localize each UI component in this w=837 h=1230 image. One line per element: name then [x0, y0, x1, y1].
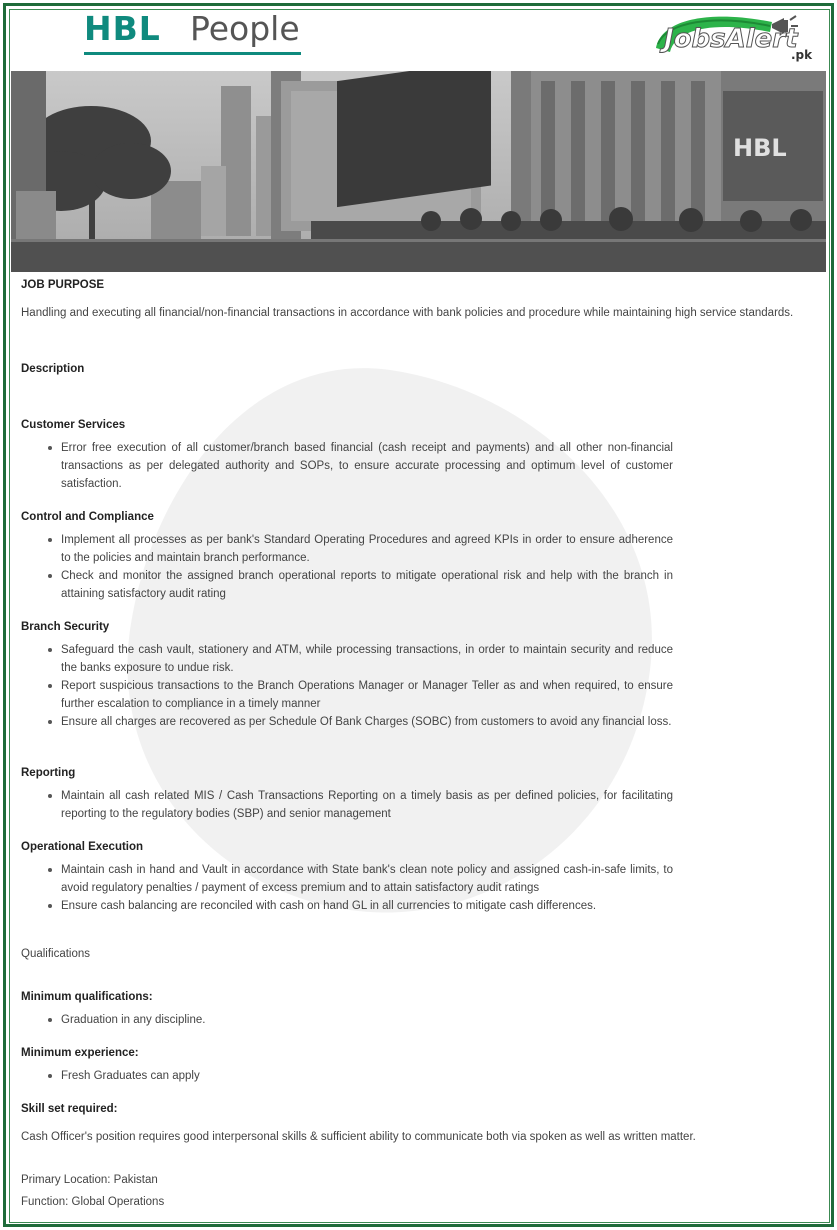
- section-title-customer-services: Customer Services: [21, 419, 126, 431]
- section-title-control-compliance: Control and Compliance: [21, 511, 154, 523]
- people-logo-text: People: [190, 9, 300, 48]
- section-title-reporting: Reporting: [21, 767, 76, 779]
- list-item: Report suspicious transactions to the Branch Operations Manager or Manager Teller as and when required, to ensure further escalation to compliance in a timely manner: [61, 677, 673, 713]
- section-title-operational-execution: Operational Execution: [21, 841, 144, 853]
- list-item: Fresh Graduates can apply: [61, 1067, 673, 1085]
- function-text: Function: Global Operations: [21, 1196, 165, 1208]
- list-item: Ensure cash balancing are reconciled with cash on hand GL in all currencies to mitigate cash differences.: [61, 897, 673, 915]
- list-item: Safeguard the cash vault, stationery and ATM, while processing transactions, in order to maintain security and reduce the banks exposure to undue risk.: [61, 641, 673, 677]
- jobsalert-logo-text: JobsAlert: [664, 24, 798, 54]
- hbl-people-logo: [84, 10, 304, 58]
- primary-location: Primary Location: Pakistan: [21, 1174, 158, 1186]
- hbl-logo-text: HBL: [84, 9, 161, 48]
- city-street-image: [11, 71, 826, 272]
- job-purpose-text: Handling and executing all financial/non-financial transactions in accordance with bank policies and procedure while maintaining high service standards.: [21, 307, 794, 319]
- job-purpose-heading: JOB PURPOSE: [21, 279, 105, 291]
- skill-set-label: Skill set required:: [21, 1103, 118, 1115]
- list-item: Ensure all charges are recovered as per Schedule Of Bank Charges (SOBC) from customers to avoid any financial loss.: [61, 713, 673, 731]
- min-qualifications-label: Minimum qualifications:: [21, 991, 153, 1003]
- min-experience-label: Minimum experience:: [21, 1047, 139, 1059]
- logo-underline: [84, 52, 301, 55]
- section-title-branch-security: Branch Security: [21, 621, 110, 633]
- list-item: Implement all processes as per bank's Standard Operating Procedures and agreed KPIs in order to ensure adherence to the policies and maintain branch performance.: [61, 531, 673, 567]
- description-heading: Description: [21, 363, 85, 375]
- skill-set-text: Cash Officer's position requires good interpersonal skills & sufficient ability to communicate both via spoken as well as written matter.: [21, 1131, 696, 1143]
- jobsalert-logo: [652, 8, 818, 70]
- qualifications-heading: Qualifications: [21, 948, 91, 960]
- list-item: Graduation in any discipline.: [61, 1011, 673, 1029]
- jobsalert-tld-text: .pk: [791, 48, 813, 62]
- list-item: Check and monitor the assigned branch operational reports to mitigate operational risk and help with the branch in attaining satisfactory audit rating: [61, 567, 673, 603]
- hbl-building-sign: HBL: [733, 134, 787, 162]
- list-item: Maintain cash in hand and Vault in accordance with State bank's clean note policy and assigned cash-in-safe limits, to avoid regulatory penalties / payment of excess premium and to attain satisfactory audit ratings: [61, 861, 673, 897]
- banner-photo: [11, 71, 826, 272]
- list-item: Maintain all cash related MIS / Cash Transactions Reporting on a timely basis as per defined policies, for facilitating reporting to the regulatory bodies (SBP) and senior management: [61, 787, 673, 823]
- list-item: Error free execution of all customer/branch based financial (cash receipt and payments) and all other non-financial transactions as per delegated authority and SOPs, to ensure accurate processing and optimum level of customer satisfaction.: [61, 439, 673, 493]
